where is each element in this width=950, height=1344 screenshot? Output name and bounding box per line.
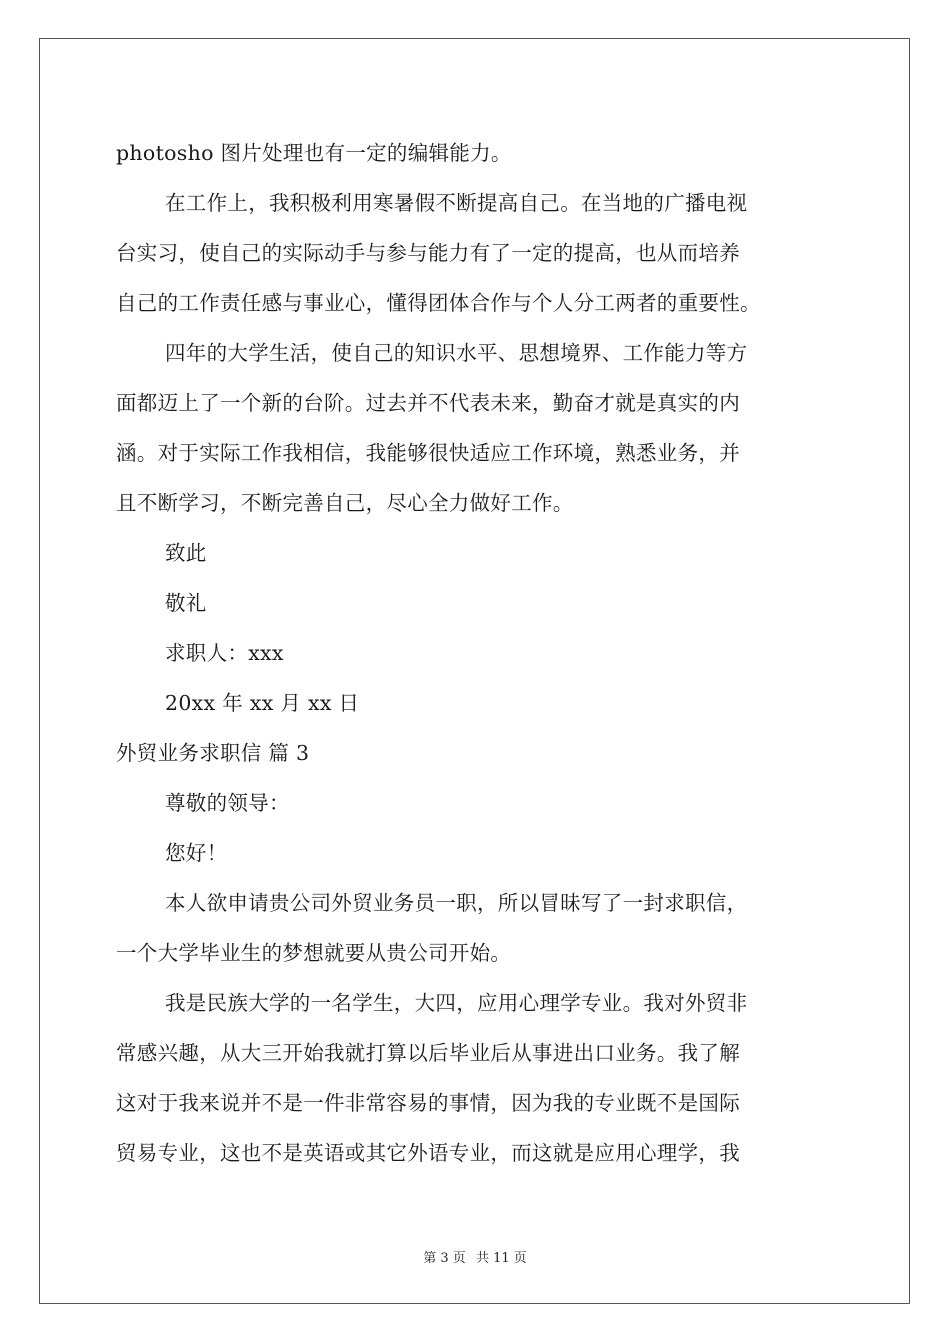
paragraph-line: 这对于我来说并不是一件非常容易的事情，因为我的专业既不是国际 — [116, 1091, 740, 1115]
paragraph-line: 贸易专业，这也不是英语或其它外语专业，而这就是应用心理学，我 — [116, 1141, 740, 1165]
applicant-signature: 求职人：xxx — [165, 641, 284, 665]
page-number: 第 3 页 — [423, 1251, 466, 1266]
paragraph-line: 一个大学毕业生的梦想就要从贵公司开始。 — [116, 941, 512, 965]
paragraph-line: 常感兴趣，从大三开始我就打算以后毕业后从事进出口业务。我了解 — [116, 1041, 740, 1065]
document-body — [116, 128, 836, 1178]
paragraph-line: 面都迈上了一个新的台阶。过去并不代表未来，勤奋才就是真实的内 — [116, 391, 740, 415]
greeting-recipient: 尊敬的领导： — [165, 791, 290, 815]
paragraph-line: 在工作上，我积极利用寒暑假不断提高自己。在当地的广播电视 — [165, 191, 748, 215]
section-heading: 外贸业务求职信 篇 3 — [116, 741, 310, 765]
paragraph-line: 本人欲申请贵公司外贸业务员一职，所以冒昧写了一封求职信， — [165, 891, 748, 915]
paragraph-line: photosho 图片处理也有一定的编辑能力。 — [116, 141, 512, 165]
paragraph-line: 且不断学习，不断完善自己，尽心全力做好工作。 — [116, 491, 574, 515]
page-footer — [0, 1247, 950, 1266]
paragraph-line: 台实习，使自己的实际动手与参与能力有了一定的提高，也从而培养 — [116, 241, 740, 265]
greeting-hello: 您好！ — [165, 841, 228, 865]
letter-date: 20xx 年 xx 月 xx 日 — [165, 691, 360, 715]
closing-salutation: 致此 — [165, 541, 207, 565]
paragraph-line: 涵。对于实际工作我相信，我能够很快适应工作环境，熟悉业务，并 — [116, 441, 740, 465]
closing-regards: 敬礼 — [165, 591, 207, 615]
paragraph-line: 自己的工作责任感与事业心，懂得团体合作与个人分工两者的重要性。 — [116, 291, 761, 315]
paragraph-line: 我是民族大学的一名学生，大四，应用心理学专业。我对外贸非 — [165, 991, 748, 1015]
page-total: 共 11 页 — [475, 1251, 527, 1266]
paragraph-line: 四年的大学生活，使自己的知识水平、思想境界、工作能力等方 — [165, 341, 748, 365]
